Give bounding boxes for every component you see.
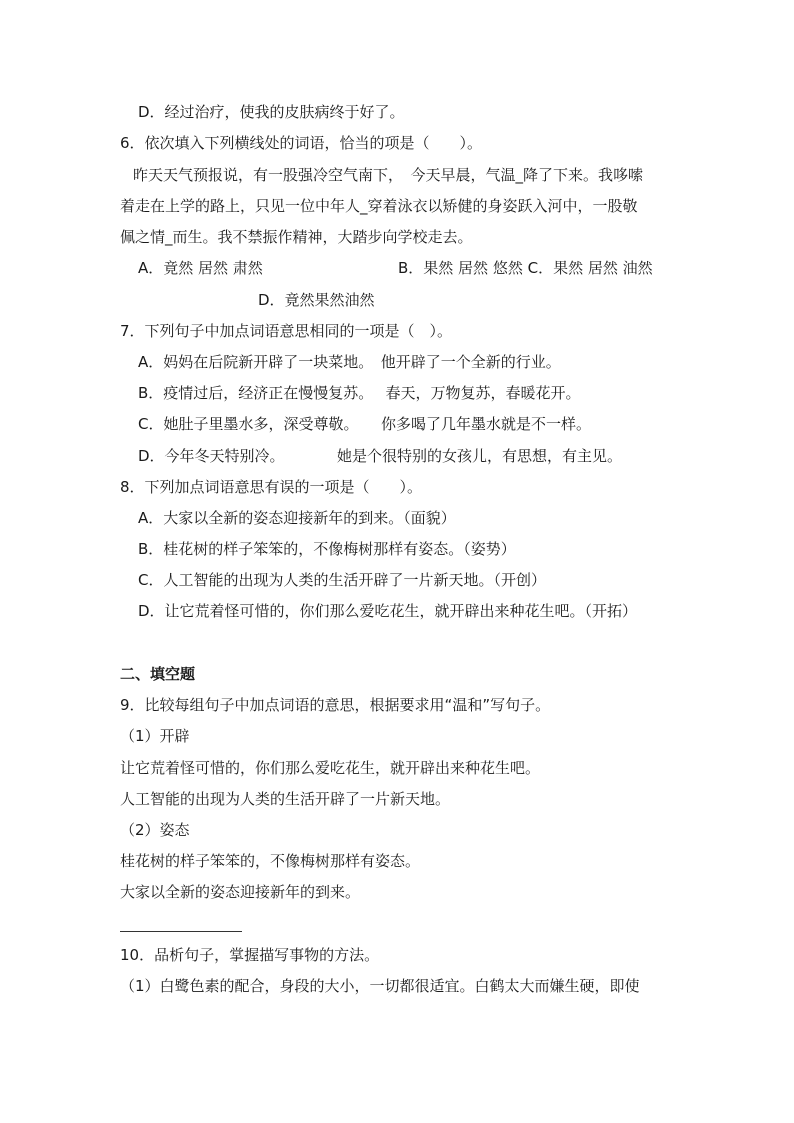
question-6: 6．依次填入下列横线处的词语，恰当的项是（ ）。 — [120, 134, 483, 152]
q6-passage-line-2: 着走在上学的路上，只见一位中年人_穿着泳衣以矫健的身姿跃入河中，一股敬 — [120, 197, 638, 215]
q7-option-a: A．妈妈在后院新开辟了一块菜地。 他开辟了一个全新的行业。 — [138, 353, 561, 371]
q10-sub-1: （1）白鹭色素的配合，身段的大小，一切都很适宜。白鹤太大而嫌生硬，即使 — [120, 977, 640, 995]
q6-passage-line-3: 佩之情_而生。我不禁振作精神，大踏步向学校走去。 — [120, 228, 473, 246]
q9-sub-2-sentence-a: 桂花树的样子笨笨的，不像梅树那样有姿态。 — [120, 852, 421, 870]
question-8: 8．下列加点词语意思有误的一项是（ ）。 — [120, 478, 423, 496]
q8-option-d: D．让它荒着怪可惜的，你们那么爱吃花生，就开辟出来种花生吧。（开拓） — [138, 602, 638, 620]
q5-option-d: D．经过治疗，使我的皮肤病终于好了。 — [138, 103, 405, 121]
q8-option-c: C．人工智能的出现为人类的生活开辟了一片新天地。（开创） — [138, 571, 546, 589]
question-10: 10．品析句子，掌握描写事物的方法。 — [120, 946, 380, 964]
q7-option-d: D．今年冬天特别冷。 她是个很特别的女孩儿，有思想，有主见。 — [138, 447, 623, 465]
answer-line — [120, 931, 242, 932]
q6-option-a: A．竟然 居然 肃然 — [138, 259, 263, 277]
q9-sub-1: （1）开辟 — [120, 727, 190, 745]
q6-option-bc: B．果然 居然 悠然 C．果然 居然 油然 — [398, 259, 653, 277]
q6-passage-line-1: 昨天天气预报说，有一股强冷空气南下， 今天早晨，气温_降了下来。我哆嗦 — [133, 166, 644, 184]
question-7: 7．下列句子中加点词语意思相同的一项是（ ）。 — [120, 322, 453, 340]
q6-option-d: D．竟然果然油然 — [258, 291, 375, 309]
q9-sub-1-sentence-a: 让它荒着怪可惜的，你们那么爱吃花生，就开辟出来种花生吧。 — [120, 759, 541, 777]
q9-sub-2: （2）姿态 — [120, 821, 190, 839]
q9-sub-1-sentence-b: 人工智能的出现为人类的生活开辟了一片新天地。 — [120, 790, 451, 808]
q8-option-a: A．大家以全新的姿态迎接新年的到来。（面貌） — [138, 509, 456, 527]
q7-option-b: B．疫情过后，经济正在慢慢复苏。 春天，万物复苏，春暖花开。 — [138, 384, 581, 402]
q8-option-b: B．桂花树的样子笨笨的，不像梅树那样有姿态。（姿势） — [138, 540, 516, 558]
section-heading-fill-in: 二、填空题 — [120, 665, 196, 683]
q7-option-c: C．她肚子里墨水多，深受尊敬。 你多喝了几年墨水就是不一样。 — [138, 415, 591, 433]
question-9: 9．比较每组句子中加点词语的意思，根据要求用“温和”写句子。 — [120, 696, 551, 714]
q9-sub-2-sentence-b: 大家以全新的姿态迎接新年的到来。 — [120, 883, 361, 901]
